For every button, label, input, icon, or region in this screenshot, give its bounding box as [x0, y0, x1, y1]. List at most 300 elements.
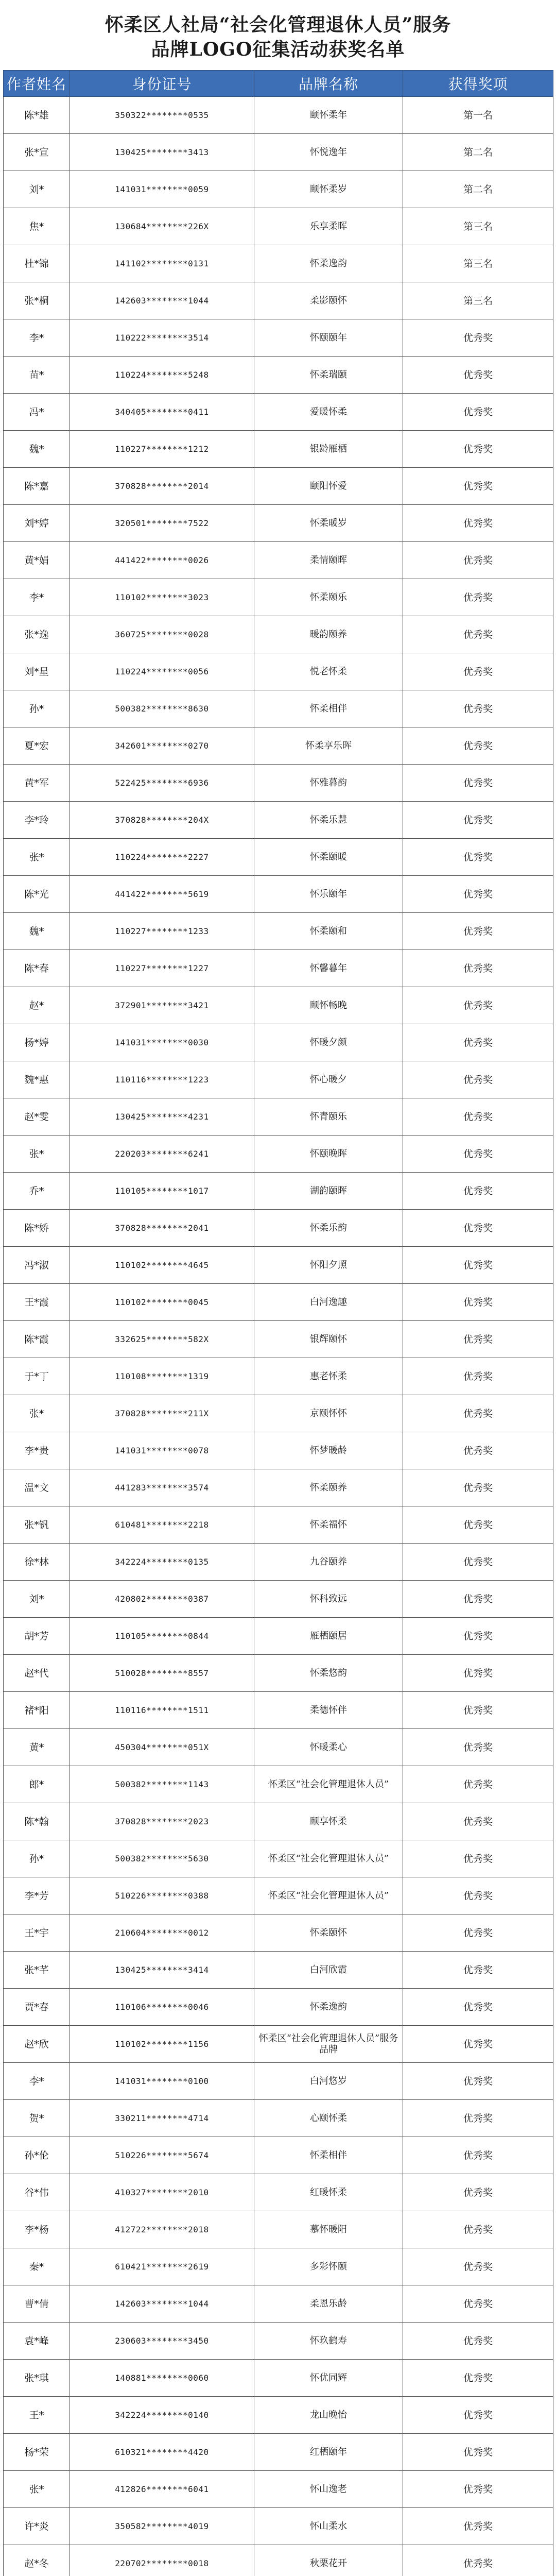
id-number-cell: 141031********0078	[70, 1432, 254, 1469]
award-cell: 优秀奖	[403, 1432, 553, 1469]
brand-name-cell: 怀优同辉	[254, 2360, 403, 2397]
award-cell: 优秀奖	[403, 2434, 553, 2471]
table-row	[4, 2211, 553, 2248]
brand-name-cell: 怀暖柔心	[254, 1729, 403, 1766]
brand-name-cell: 银龄雁栖	[254, 431, 403, 468]
table-row	[4, 1914, 553, 1952]
table-row	[4, 913, 553, 950]
brand-name-cell: 银辉颐怀	[254, 1321, 403, 1358]
id-number-cell: 441422********0026	[70, 542, 254, 579]
award-cell: 优秀奖	[403, 765, 553, 802]
id-number-cell: 110102********3023	[70, 579, 254, 616]
author-name-cell: 赵*代	[4, 1655, 70, 1692]
brand-name-cell: 怀柔逸韵	[254, 245, 403, 282]
award-cell: 优秀奖	[403, 876, 553, 913]
table-row	[4, 2360, 553, 2397]
author-name-cell: 夏*宏	[4, 727, 70, 765]
id-number-cell: 210604********0012	[70, 1914, 254, 1952]
table-row	[4, 2434, 553, 2471]
id-number-cell: 110227********1212	[70, 431, 254, 468]
id-number-cell: 342224********0140	[70, 2397, 254, 2434]
table-row	[4, 357, 553, 394]
id-number-cell: 360725********0028	[70, 616, 254, 653]
table-row	[4, 1952, 553, 1989]
author-name-cell: 李*	[4, 319, 70, 357]
brand-name-cell: 怀阳夕照	[254, 1247, 403, 1284]
brand-name-cell: 怀雅暮韵	[254, 765, 403, 802]
award-cell: 优秀奖	[403, 1729, 553, 1766]
table-row	[4, 2174, 553, 2211]
author-name-cell: 许*炎	[4, 2508, 70, 2545]
brand-name-cell: 怀柔悠韵	[254, 1655, 403, 1692]
author-name-cell: 张*	[4, 1136, 70, 1173]
table-row	[4, 171, 553, 208]
award-cell: 优秀奖	[403, 319, 553, 357]
table-row	[4, 1655, 553, 1692]
brand-name-cell: 柔恩乐龄	[254, 2285, 403, 2323]
id-number-cell: 110224********2227	[70, 839, 254, 876]
brand-name-cell: 怀柔区“社会化管理退休人员”	[254, 1840, 403, 1877]
author-name-cell: 冯*	[4, 394, 70, 431]
award-cell: 优秀奖	[403, 1098, 553, 1136]
id-number-cell: 350582********4019	[70, 2508, 254, 2545]
table-row	[4, 1136, 553, 1173]
table-row	[4, 2063, 553, 2100]
brand-name-cell: 怀柔颐怀	[254, 1914, 403, 1952]
brand-name-cell: 怀科致远	[254, 1581, 403, 1618]
brand-name-cell: 怀柔暖岁	[254, 505, 403, 542]
table-row	[4, 134, 553, 171]
id-number-cell: 141031********0100	[70, 2063, 254, 2100]
table-row	[4, 1024, 553, 1061]
award-cell: 优秀奖	[403, 1247, 553, 1284]
award-cell: 优秀奖	[403, 1395, 553, 1432]
id-number-cell: 370828********204X	[70, 802, 254, 839]
award-cell: 优秀奖	[403, 2285, 553, 2323]
brand-name-cell: 怀暖夕颜	[254, 1024, 403, 1061]
award-cell: 优秀奖	[403, 1024, 553, 1061]
brand-name-cell: 乐享柔晖	[254, 208, 403, 245]
id-number-cell: 110227********1227	[70, 950, 254, 987]
author-name-cell: 李*杨	[4, 2211, 70, 2248]
author-name-cell: 赵*欣	[4, 2026, 70, 2063]
table-row	[4, 1358, 553, 1395]
award-cell: 优秀奖	[403, 727, 553, 765]
author-name-cell: 杜*锦	[4, 245, 70, 282]
id-number-cell: 441422********5619	[70, 876, 254, 913]
author-name-cell: 黄*军	[4, 765, 70, 802]
award-cell: 优秀奖	[403, 950, 553, 987]
id-number-cell: 110227********1233	[70, 913, 254, 950]
award-cell: 优秀奖	[403, 1321, 553, 1358]
table-row	[4, 1877, 553, 1914]
award-cell: 优秀奖	[403, 542, 553, 579]
brand-name-cell: 怀山逸老	[254, 2471, 403, 2508]
brand-name-cell: 慕怀暖阳	[254, 2211, 403, 2248]
table-row	[4, 1061, 553, 1098]
table-row	[4, 2545, 553, 2576]
id-number-cell: 342601********0270	[70, 727, 254, 765]
author-name-cell: 张*钒	[4, 1506, 70, 1544]
author-name-cell: 胡*芳	[4, 1618, 70, 1655]
id-number-cell: 110224********0056	[70, 653, 254, 690]
award-cell: 优秀奖	[403, 2248, 553, 2285]
table-row	[4, 765, 553, 802]
id-number-cell: 110102********4645	[70, 1247, 254, 1284]
brand-name-cell: 怀柔颐暖	[254, 839, 403, 876]
id-number-cell: 130684********226X	[70, 208, 254, 245]
brand-name-cell: 怀心暖夕	[254, 1061, 403, 1098]
table-row	[4, 690, 553, 727]
id-number-cell: 332625********582X	[70, 1321, 254, 1358]
brand-name-cell: 颐怀柔岁	[254, 171, 403, 208]
id-number-cell: 142603********1044	[70, 2285, 254, 2323]
brand-name-cell: 怀柔颐乐	[254, 579, 403, 616]
award-cell: 第三名	[403, 282, 553, 319]
table-row	[4, 431, 553, 468]
brand-name-cell: 心颐怀柔	[254, 2100, 403, 2137]
author-name-cell: 褚*阳	[4, 1692, 70, 1729]
table-row	[4, 802, 553, 839]
table-row	[4, 2471, 553, 2508]
award-cell: 优秀奖	[403, 1581, 553, 1618]
author-name-cell: 王*霞	[4, 1284, 70, 1321]
brand-name-cell: 怀山柔水	[254, 2508, 403, 2545]
author-name-cell: 孙*	[4, 1840, 70, 1877]
table-row	[4, 245, 553, 282]
author-name-cell: 刘*	[4, 1581, 70, 1618]
author-name-cell: 李*玲	[4, 802, 70, 839]
table-row	[4, 2397, 553, 2434]
brand-name-cell: 怀柔乐慧	[254, 802, 403, 839]
author-name-cell: 曹*倩	[4, 2285, 70, 2323]
id-number-cell: 500382********5630	[70, 1840, 254, 1877]
id-number-cell: 510028********8557	[70, 1655, 254, 1692]
table-row	[4, 282, 553, 319]
brand-name-cell: 柔德怀伴	[254, 1692, 403, 1729]
brand-name-cell: 京颐怀怀	[254, 1395, 403, 1432]
table-row	[4, 208, 553, 245]
brand-name-cell: 怀柔乐韵	[254, 1210, 403, 1247]
author-name-cell: 陈*光	[4, 876, 70, 913]
brand-name-cell: 多彩怀颐	[254, 2248, 403, 2285]
author-name-cell: 陈*春	[4, 950, 70, 987]
award-cell: 优秀奖	[403, 1506, 553, 1544]
table-row	[4, 1840, 553, 1877]
brand-name-cell: 龙山晚怡	[254, 2397, 403, 2434]
table-row	[4, 505, 553, 542]
table-row	[4, 1506, 553, 1544]
author-name-cell: 贺*	[4, 2100, 70, 2137]
table-row	[4, 1284, 553, 1321]
document-title	[0, 0, 556, 70]
brand-name-cell: 怀柔福怀	[254, 1506, 403, 1544]
author-name-cell: 刘*婷	[4, 505, 70, 542]
brand-name-cell: 颐怀畅晚	[254, 987, 403, 1024]
brand-name-cell: 怀柔区“社会化管理退休人员”服务品牌	[254, 2026, 403, 2063]
award-table	[3, 70, 553, 2576]
award-cell: 优秀奖	[403, 431, 553, 468]
brand-name-cell: 怀柔相伴	[254, 690, 403, 727]
id-number-cell: 141031********0030	[70, 1024, 254, 1061]
author-name-cell: 王*	[4, 2397, 70, 2434]
table-row	[4, 839, 553, 876]
id-number-cell: 110108********1319	[70, 1358, 254, 1395]
award-cell: 优秀奖	[403, 1618, 553, 1655]
award-cell: 优秀奖	[403, 1952, 553, 1989]
id-number-cell: 220702********0018	[70, 2545, 254, 2576]
brand-name-cell: 怀柔颐养	[254, 1469, 403, 1506]
table-row	[4, 1098, 553, 1136]
author-name-cell: 张*芊	[4, 1952, 70, 1989]
brand-name-cell: 秋栗花开	[254, 2545, 403, 2576]
table-row	[4, 319, 553, 357]
table-row	[4, 727, 553, 765]
author-name-cell: 黄*娟	[4, 542, 70, 579]
table-row	[4, 1729, 553, 1766]
brand-name-cell: 怀柔瑞颐	[254, 357, 403, 394]
brand-name-cell: 怀馨暮年	[254, 950, 403, 987]
brand-name-cell: 红暖怀柔	[254, 2174, 403, 2211]
brand-name-cell: 惠老怀柔	[254, 1358, 403, 1395]
brand-name-cell: 颐享怀柔	[254, 1803, 403, 1840]
table-row	[4, 1395, 553, 1432]
award-cell: 第二名	[403, 171, 553, 208]
id-number-cell: 140881********0060	[70, 2360, 254, 2397]
table-row	[4, 1618, 553, 1655]
author-name-cell: 秦*	[4, 2248, 70, 2285]
brand-name-cell: 怀颐颐年	[254, 319, 403, 357]
table-row	[4, 1692, 553, 1729]
table-row	[4, 876, 553, 913]
author-name-cell: 赵*冬	[4, 2545, 70, 2576]
id-number-cell: 500382********1143	[70, 1766, 254, 1803]
author-name-cell: 袁*峰	[4, 2323, 70, 2360]
table-row	[4, 2137, 553, 2174]
brand-name-cell: 悦老怀柔	[254, 653, 403, 690]
author-name-cell: 王*宇	[4, 1914, 70, 1952]
award-cell: 优秀奖	[403, 2471, 553, 2508]
author-name-cell: 谷*伟	[4, 2174, 70, 2211]
id-number-cell: 141031********0059	[70, 171, 254, 208]
award-cell: 优秀奖	[403, 505, 553, 542]
author-name-cell: 张*	[4, 1395, 70, 1432]
brand-name-cell: 怀柔享乐晖	[254, 727, 403, 765]
award-cell: 优秀奖	[403, 468, 553, 505]
brand-name-cell: 雁栖颐居	[254, 1618, 403, 1655]
brand-name-cell: 柔情颐晖	[254, 542, 403, 579]
table-row	[4, 1544, 553, 1581]
author-name-cell: 赵*雯	[4, 1098, 70, 1136]
award-cell: 优秀奖	[403, 2174, 553, 2211]
id-number-cell: 510226********0388	[70, 1877, 254, 1914]
author-name-cell: 刘*星	[4, 653, 70, 690]
award-cell: 优秀奖	[403, 2100, 553, 2137]
award-cell: 优秀奖	[403, 802, 553, 839]
brand-name-cell: 怀柔区“社会化管理退休人员”	[254, 1766, 403, 1803]
author-name-cell: 苗*	[4, 357, 70, 394]
award-cell: 优秀奖	[403, 1766, 553, 1803]
id-number-cell: 110105********0844	[70, 1618, 254, 1655]
id-number-cell: 110116********1511	[70, 1692, 254, 1729]
author-name-cell: 张*逸	[4, 616, 70, 653]
author-name-cell: 李*芳	[4, 1877, 70, 1914]
id-number-cell: 370828********2023	[70, 1803, 254, 1840]
award-cell: 优秀奖	[403, 357, 553, 394]
header-award: 获得奖项	[403, 71, 553, 97]
author-name-cell: 刘*	[4, 171, 70, 208]
table-body	[4, 97, 553, 2576]
brand-name-cell: 湖韵颐晖	[254, 1173, 403, 1210]
table-row	[4, 1247, 553, 1284]
author-name-cell: 张*宣	[4, 134, 70, 171]
award-cell: 优秀奖	[403, 1469, 553, 1506]
award-cell: 第一名	[403, 97, 553, 134]
award-cell: 优秀奖	[403, 913, 553, 950]
author-name-cell: 陈*雄	[4, 97, 70, 134]
table-row	[4, 394, 553, 431]
id-number-cell: 370828********2014	[70, 468, 254, 505]
table-row	[4, 1989, 553, 2026]
award-cell: 优秀奖	[403, 1358, 553, 1395]
award-cell: 优秀奖	[403, 579, 553, 616]
author-name-cell: 李*贵	[4, 1432, 70, 1469]
id-number-cell: 610321********4420	[70, 2434, 254, 2471]
id-number-cell: 110105********1017	[70, 1173, 254, 1210]
author-name-cell: 杨*婷	[4, 1024, 70, 1061]
id-number-cell: 370828********2041	[70, 1210, 254, 1247]
id-number-cell: 372901********3421	[70, 987, 254, 1024]
id-number-cell: 130425********3414	[70, 1952, 254, 1989]
author-name-cell: 赵*	[4, 987, 70, 1024]
award-cell: 优秀奖	[403, 653, 553, 690]
brand-name-cell: 怀悦逸年	[254, 134, 403, 171]
table-row	[4, 2100, 553, 2137]
author-name-cell: 郎*	[4, 1766, 70, 1803]
award-cell: 优秀奖	[403, 394, 553, 431]
table-row	[4, 1803, 553, 1840]
table-row	[4, 987, 553, 1024]
author-name-cell: 黄*	[4, 1729, 70, 1766]
award-cell: 优秀奖	[403, 1544, 553, 1581]
award-cell: 优秀奖	[403, 987, 553, 1024]
id-number-cell: 410327********2010	[70, 2174, 254, 2211]
brand-name-cell: 怀柔逸韵	[254, 1989, 403, 2026]
author-name-cell: 孙*	[4, 690, 70, 727]
table-row	[4, 542, 553, 579]
table-row	[4, 1766, 553, 1803]
author-name-cell: 魏*	[4, 913, 70, 950]
table-row	[4, 1210, 553, 1247]
id-number-cell: 522425********6936	[70, 765, 254, 802]
brand-name-cell: 怀青颐乐	[254, 1098, 403, 1136]
id-number-cell: 141102********0131	[70, 245, 254, 282]
brand-name-cell: 白河逸趣	[254, 1284, 403, 1321]
author-name-cell: 杨*荣	[4, 2434, 70, 2471]
brand-name-cell: 怀梦暖龄	[254, 1432, 403, 1469]
award-cell: 优秀奖	[403, 690, 553, 727]
author-name-cell: 张*	[4, 839, 70, 876]
award-cell: 优秀奖	[403, 2211, 553, 2248]
table-row	[4, 97, 553, 134]
id-number-cell: 510226********5674	[70, 2137, 254, 2174]
table-row	[4, 1469, 553, 1506]
award-cell: 优秀奖	[403, 2397, 553, 2434]
brand-name-cell: 爱暖怀柔	[254, 394, 403, 431]
table-row	[4, 468, 553, 505]
author-name-cell: 温*文	[4, 1469, 70, 1506]
id-number-cell: 412826********6041	[70, 2471, 254, 2508]
brand-name-cell: 怀柔区“社会化管理退休人员”	[254, 1877, 403, 1914]
author-name-cell: 乔*	[4, 1173, 70, 1210]
table-row	[4, 2508, 553, 2545]
id-number-cell: 230603********3450	[70, 2323, 254, 2360]
id-number-cell: 110106********0046	[70, 1989, 254, 2026]
author-name-cell: 焦*	[4, 208, 70, 245]
table-row	[4, 616, 553, 653]
id-number-cell: 142603********1044	[70, 282, 254, 319]
table-row	[4, 2285, 553, 2323]
id-number-cell: 370828********211X	[70, 1395, 254, 1432]
id-number-cell: 420802********0387	[70, 1581, 254, 1618]
title-line-2: 品牌LOGO征集活动获奖名单	[151, 39, 405, 60]
award-cell: 优秀奖	[403, 1284, 553, 1321]
table-row	[4, 579, 553, 616]
brand-name-cell: 白河欣霞	[254, 1952, 403, 1989]
award-cell: 优秀奖	[403, 2323, 553, 2360]
id-number-cell: 110222********3514	[70, 319, 254, 357]
author-name-cell: 陈*霞	[4, 1321, 70, 1358]
author-name-cell: 李*	[4, 2063, 70, 2100]
award-cell: 优秀奖	[403, 616, 553, 653]
award-cell: 优秀奖	[403, 1173, 553, 1210]
author-name-cell: 徐*林	[4, 1544, 70, 1581]
award-cell: 优秀奖	[403, 1655, 553, 1692]
brand-name-cell: 颐阳怀爱	[254, 468, 403, 505]
id-number-cell: 342224********0135	[70, 1544, 254, 1581]
table-row	[4, 1173, 553, 1210]
award-cell: 优秀奖	[403, 1692, 553, 1729]
id-number-cell: 110102********1156	[70, 2026, 254, 2063]
id-number-cell: 110224********5248	[70, 357, 254, 394]
brand-name-cell: 怀乐颐年	[254, 876, 403, 913]
award-cell: 优秀奖	[403, 1136, 553, 1173]
brand-name-cell: 红栖颐年	[254, 2434, 403, 2471]
brand-name-cell: 怀柔相伴	[254, 2137, 403, 2174]
author-name-cell: 张*琪	[4, 2360, 70, 2397]
award-cell: 优秀奖	[403, 2137, 553, 2174]
header-id-number: 身份证号	[70, 71, 254, 97]
award-cell: 优秀奖	[403, 1061, 553, 1098]
brand-name-cell: 暖韵颐养	[254, 616, 403, 653]
award-cell: 第三名	[403, 208, 553, 245]
author-name-cell: 李*	[4, 579, 70, 616]
table-row	[4, 1321, 553, 1358]
award-cell: 优秀奖	[403, 1840, 553, 1877]
id-number-cell: 320501********7522	[70, 505, 254, 542]
author-name-cell: 陈*嘉	[4, 468, 70, 505]
author-name-cell: 于*丁	[4, 1358, 70, 1395]
author-name-cell: 张*桐	[4, 282, 70, 319]
id-number-cell: 130425********3413	[70, 134, 254, 171]
brand-name-cell: 颐怀柔年	[254, 97, 403, 134]
id-number-cell: 441283********3574	[70, 1469, 254, 1506]
author-name-cell: 陈*娇	[4, 1210, 70, 1247]
author-name-cell: 冯*淑	[4, 1247, 70, 1284]
id-number-cell: 220203********6241	[70, 1136, 254, 1173]
award-cell: 优秀奖	[403, 839, 553, 876]
award-cell: 优秀奖	[403, 1989, 553, 2026]
